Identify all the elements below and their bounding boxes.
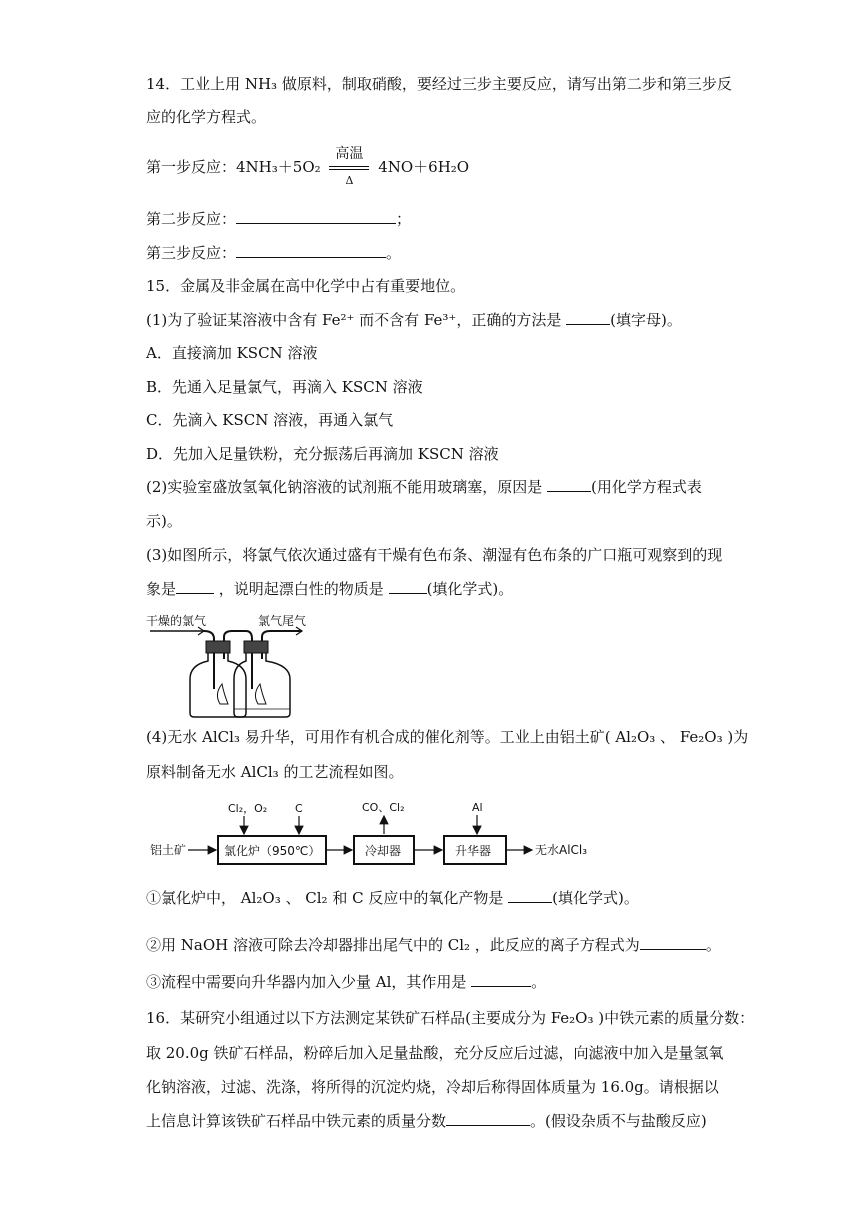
answer-blank[interactable] <box>547 477 591 492</box>
q15-part1: (1)为了验证某溶液中含有 Fe²⁺ 而不含有 Fe³⁺，正确的方法是 (填字母)。 <box>146 311 682 329</box>
q15-part3-cont: 象是 ，说明起漂白性的物质是 (填化学式)。 <box>146 580 514 598</box>
q16-line2: 取 20.0g 铁矿石样品，粉碎后加入足量盐酸，充分反应后过滤，向滤液中加入是量氢氧 <box>146 1044 724 1062</box>
flow-output: 无水AlCl₃ <box>535 843 588 857</box>
q16-line3: 化钠溶液，过滤、洗涤，将所得的沉淀灼烧，冷却后称得固体质量为 16.0g。请根据以 <box>146 1078 719 1096</box>
sublimator-label: 升华器 <box>455 844 492 858</box>
q15-sub1: ①氯化炉中， Al₂O₃ 、 Cl₂ 和 C 反应中的氧化产物是 (填化学式)。 <box>146 889 639 907</box>
answer-blank[interactable] <box>176 579 214 594</box>
q15-part2-cont: 示)。 <box>146 512 182 530</box>
q14-step1 <box>146 146 470 187</box>
answer-blank[interactable] <box>446 1111 530 1126</box>
sublimator-input: Al <box>472 801 483 814</box>
step1-label: 第一步反应： <box>146 158 237 176</box>
flow-input: 铝土矿 <box>150 843 187 857</box>
q14-line1: 14．工业上用 NH₃ 做原料，制取硝酸，要经过三步主要反应，请写出第二步和第三步反 <box>146 75 732 93</box>
condition-top: 高温 <box>335 146 364 162</box>
answer-blank[interactable] <box>566 310 610 325</box>
chlorination-furnace-label: 氯化炉（950℃） <box>224 844 321 858</box>
q15-intro: 15．金属及非金属在高中化学中占有重要地位。 <box>146 277 466 295</box>
q16-line4: 上信息计算该铁矿石样品中铁元素的质量分数 。(假设杂质不与盐酸反应) <box>146 1112 707 1130</box>
q14-step2: 第二步反应： ； <box>146 210 412 228</box>
option-b: B．先通入足量氯气，再滴入 KSCN 溶液 <box>146 378 423 396</box>
furnace-input-carbon: C <box>295 802 303 815</box>
q15-part2: (2)实验室盛放氢氧化钠溶液的试剂瓶不能用玻璃塞，原因是 (用化学方程式表 <box>146 478 702 496</box>
answer-blank[interactable] <box>471 972 531 987</box>
q15-part4-cont: 原料制备无水 AlCl₃ 的工艺流程如图。 <box>146 763 404 781</box>
q14-line2: 应的化学方程式。 <box>146 108 267 126</box>
option-d: D．先加入足量铁粉，充分振荡后再滴加 KSCN 溶液 <box>146 445 499 463</box>
reaction-condition <box>329 146 369 187</box>
option-a: A．直接滴加 KSCN 溶液 <box>146 344 318 362</box>
condition-bottom: Δ <box>345 174 354 187</box>
q15-part4: (4)无水 AlCl₃ 易升华，可用作有机合成的催化剂等。工业上由铝土矿( Al₂O₃ 、 Fe₂O₃ )为 <box>146 728 749 746</box>
q16-line1: 16．某研究小组通过以下方法测定某铁矿石样品(主要成分为 Fe₂O₃ )中铁元素的质量分数： <box>146 1009 755 1027</box>
answer-blank[interactable] <box>508 888 552 903</box>
chlorine-tail-label: 氯气尾气 <box>258 614 307 628</box>
dry-chlorine-label: 干燥的氯气 <box>146 614 207 628</box>
q14-step3: 第三步反应： 。 <box>146 244 402 262</box>
gas-bottles-figure <box>146 609 316 719</box>
step1-right: 4NO＋6H₂O <box>378 158 470 176</box>
process-flow-diagram <box>146 798 616 874</box>
answer-blank[interactable] <box>389 579 427 594</box>
step1-left: 4NH₃＋5O₂ <box>236 158 321 176</box>
q15-sub2: ②用 NaOH 溶液可除去冷却器排出尾气中的 Cl₂ ，此反应的离子方程式为 。 <box>146 936 721 954</box>
option-c: C．先滴入 KSCN 溶液，再通入氯气 <box>146 411 394 429</box>
q15-sub3: ③流程中需要向升华器内加入少量 Al，其作用是 。 <box>146 973 547 991</box>
answer-blank[interactable] <box>640 935 706 950</box>
furnace-input-gases: Cl₂，O₂ <box>228 802 268 815</box>
answer-blank[interactable] <box>236 243 386 258</box>
cooler-label: 冷却器 <box>365 844 402 858</box>
answer-blank[interactable] <box>236 209 396 224</box>
q15-part3: (3)如图所示，将氯气依次通过盛有干燥有色布条、潮湿有色布条的广口瓶可观察到的现 <box>146 546 723 564</box>
cooler-exhaust: CO、Cl₂ <box>362 801 405 814</box>
